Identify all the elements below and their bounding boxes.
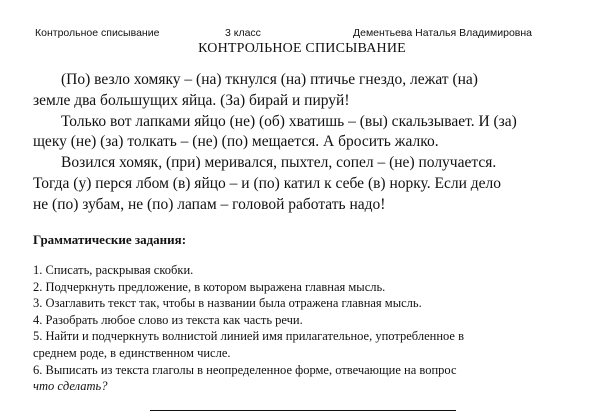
task-item-continuation: что сделать?	[33, 379, 108, 394]
answer-underline	[150, 410, 456, 411]
text-line: (По) везло хомяку – (на) ткнулся (на) птичье гнездо, лежат (на)	[61, 71, 478, 88]
header-author: Дементьева Наталья Владимировна	[353, 27, 533, 39]
task-item: 6. Выписать из текста глаголы в неопределенное форме, отвечающие на вопрос	[33, 362, 457, 377]
task-item: 1. Списать, раскрывая скобки.	[33, 263, 194, 277]
task-item: 4. Разобрать любое слово из текста как часть речи.	[33, 312, 303, 327]
grammar-tasks-heading: Грамматические задания:	[33, 232, 187, 247]
text-line: Только вот лапками яйцо (не) (об) хватишь – (вы) скальзывает. И (за)	[61, 112, 517, 130]
header-grade: 3 класс	[225, 27, 261, 39]
text-line: не (по) зубам, не (по) лапам – головой работать надо!	[33, 195, 386, 213]
header-doc-type: Контрольное списывание	[35, 27, 160, 39]
grammar-task-list	[33, 262, 593, 395]
task-item: 3. Озаглавить текст так, чтобы в названии была отражена главная мысль.	[33, 296, 422, 311]
task-item: 5. Найти и подчеркнуть волнистой линией имя прилагательное, употребленное в	[33, 329, 464, 344]
task-item-continuation: среднем роде, в единственном числе.	[33, 345, 231, 360]
text-line: Возился хомяк, (при) меривался, пыхтел, сопел – (не) получается.	[61, 154, 497, 172]
text-line: Тогда (у) перся лбом (в) яйцо – и (по) катил к себе (в) норку. Если дело	[33, 174, 502, 192]
task-item: 2. Подчеркнуть предложение, в котором выражена главная мысль.	[33, 279, 386, 294]
page-header	[35, 27, 595, 41]
dictation-text	[33, 70, 593, 216]
text-line: земле два большущих яйца. (За) бирай и пируй!	[33, 91, 350, 109]
text-line: щеку (не) (за) толкать – (не) (по) мещается. А бросить жалко.	[33, 133, 439, 151]
page-title: КОНТРОЛЬНОЕ СПИСЫВАНИЕ	[198, 41, 406, 56]
